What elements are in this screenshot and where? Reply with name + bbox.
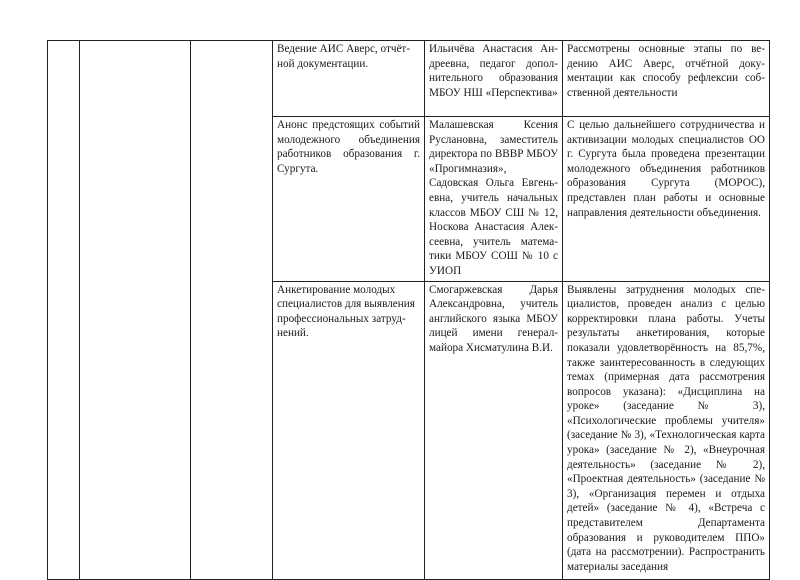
topic-cell — [273, 41, 425, 117]
result-text: С целью дальнейшего сотрудничества и активизации молодых специалистов ОО г. Сургута была проведена презентации молодежного объединения работников образования Сургута (МОРОС), представлен план работы и основные направления деятельности объединения. — [567, 119, 765, 219]
speaker-cell — [425, 117, 563, 282]
result-text: Выявлены затруднения молодых специалистов, проведен анализ с целью корректировки плана работы. Учеты результаты анкетирования, которые показали удовлетворённость на 85,7%, также заинтересованность в следующих темах (примерная дата рассмотрения вопросов указана): «Дисциплина на уроке» (заседание № 3), «Психологические проблемы учителя» (заседание № 3), «Технологическая карта урока» (заседание № 2), «Внеурочная деятельность» (заседание № 2), «Проектная деятельность» (заседание № 3), «Организация перемен и отдыха детей» (заседание № 4), «Встреча с представителем Департамента образования и руководителем ППО» (дата на рассмотрении). Распространить материалы заседания — [567, 283, 765, 573]
result-cell — [563, 117, 770, 282]
speaker-cell — [425, 281, 563, 579]
result-text: Рассмотрены основные этапы по ведению АИС Аверс, отчётной документации как способу рефлексии собственной деятельности — [567, 43, 765, 99]
date-cell — [191, 41, 273, 580]
result-cell — [563, 41, 770, 117]
section-cell — [80, 41, 191, 580]
speaker-text: Малашевская Ксения Руслановна, заместитель директора по ВВВР МБОУ «Прогимназия», Садовская Ольга Евгеньевна, учитель начальных классов МБОУ СШ № 12, Носкова Анастасия Алексеевна, учитель математики МБОУ СОШ № 10 с УИОП — [429, 119, 558, 277]
topic-cell — [273, 117, 425, 282]
speaker-cell — [425, 41, 563, 117]
topic-cell — [273, 281, 425, 579]
number-cell — [48, 41, 80, 580]
result-cell — [563, 281, 770, 579]
speaker-text: Смогаржевская Дарья Александровна, учитель английского языка МБОУ лицей имени генерал-майора Хисматулина В.И. — [429, 283, 558, 354]
topic-text: Анкетирование молодых специалистов для выявления профессиональных затруднений. — [277, 283, 415, 340]
topic-text: Анонс предстоящих событий молодежного объединения работников образования г. Сургута. — [277, 119, 420, 175]
meeting-table — [47, 40, 770, 580]
table-row — [48, 41, 770, 117]
topic-text: Ведение АИС Аверс, отчётной документации. — [277, 43, 411, 70]
speaker-text: Ильичёва Анастасия Андреевна, педагог дополнительного образования МБОУ НШ «Перспектива» — [429, 43, 558, 99]
